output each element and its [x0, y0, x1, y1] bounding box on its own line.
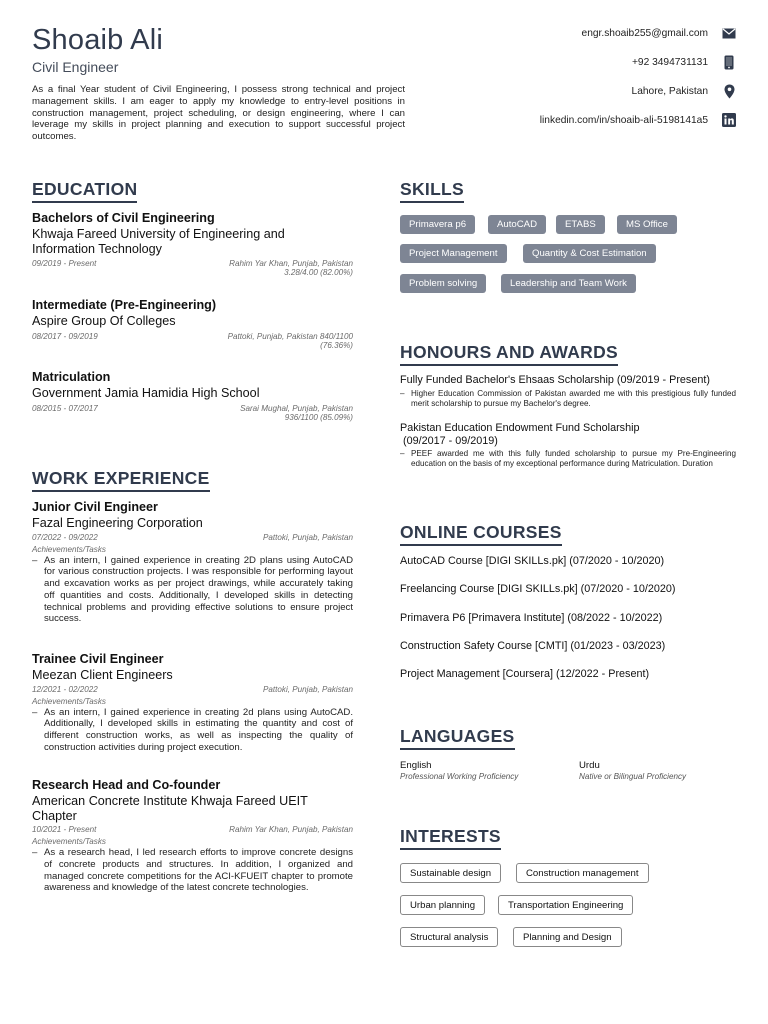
education-entry — [32, 370, 353, 422]
education-section — [32, 179, 137, 203]
work-dates: 07/2022 - 09/2022 — [32, 532, 98, 542]
work-description — [32, 847, 353, 894]
award-description-text: PEEF awarded me with this fully funded scholarship to pursue my Pre-Engineering education on the basis of my exceptional performance during Matriculation. Duration — [411, 449, 736, 469]
awards-heading: HONOURS AND AWARDS — [400, 342, 618, 366]
work-place: Pattoki, Punjab, Pakistan — [263, 532, 353, 542]
work-entry — [32, 652, 353, 754]
course-item: Primavera P6 [Primavera Institute] (08/2022 - 10/2022) — [400, 612, 663, 624]
interest-tag: Structural analysis — [400, 927, 498, 947]
work-description-text: As a research head, I led research efforts to improve concrete designs of concrete products and structures. In addition, I organized and managed concrete competitions for the ACI-KFUEIT chapter to promote awareness and knowledge of the latest concrete technologies. — [44, 847, 353, 894]
interest-tag: Urban planning — [400, 895, 485, 915]
candidate-name: Shoaib Ali — [32, 24, 163, 56]
work-section — [32, 468, 210, 492]
education-place-text: Sarai Mughal, Punjab, Pakistan — [240, 403, 353, 413]
language-name: English — [400, 760, 432, 771]
award-description — [400, 449, 736, 469]
bullet-dash: – — [32, 554, 38, 566]
work-position: Junior Civil Engineer — [32, 500, 158, 514]
education-degree: Matriculation — [32, 370, 111, 384]
skill-tag: Leadership and Team Work — [501, 274, 636, 293]
envelope-icon — [722, 26, 736, 40]
education-heading: EDUCATION — [32, 179, 137, 203]
phone-icon — [722, 55, 736, 69]
award-entry — [400, 374, 736, 409]
languages-heading: LANGUAGES — [400, 726, 515, 750]
courses-heading: ONLINE COURSES — [400, 522, 562, 546]
work-position: Research Head and Co-founder — [32, 778, 221, 792]
tasks-label: Achievements/Tasks — [32, 544, 106, 554]
contact-linkedin[interactable] — [540, 113, 736, 127]
education-grade: 936/1100 (85.09%) — [284, 412, 353, 422]
work-entry — [32, 778, 353, 894]
education-entry — [32, 211, 353, 277]
language-level: Native or Bilingual Proficiency — [579, 772, 687, 781]
skill-tag: Project Management — [400, 244, 507, 263]
work-description — [32, 555, 353, 626]
interest-tag: Transportation Engineering — [498, 895, 633, 915]
work-description-text: As an intern, I gained experience in creating 2d plans using AutoCAD. Additionally, I developed skills in estimating the quantity and cost of different construction works, as well as inspecting the quality of construction activities during project execution. — [44, 706, 353, 753]
courses-section — [400, 522, 562, 546]
contact-email[interactable] — [582, 26, 736, 40]
bullet-dash: – — [400, 449, 405, 458]
phone-text[interactable]: +92 3494731131 — [631, 56, 708, 68]
interest-tag: Planning and Design — [513, 927, 622, 947]
work-company: Meezan Client Engineers — [32, 668, 173, 682]
award-description-text: Higher Education Commission of Pakistan awarded me with this prestigious fully funded merit scholarship to pursue my Bachelor's degree. — [411, 388, 736, 408]
interest-tag: Sustainable design — [400, 863, 501, 883]
bullet-dash: – — [32, 847, 38, 858]
award-title: Pakistan Education Endowment Fund Scholarship — [400, 422, 640, 434]
education-place-text: Rahim Yar Khan, Punjab, Pakistan — [229, 259, 353, 268]
email-text[interactable]: engr.shoaib255@gmail.com — [581, 27, 708, 39]
languages-section — [400, 726, 515, 750]
course-item: Freelancing Course [DIGI SKILLs.pk] (07/2020 - 10/2020) — [400, 583, 676, 595]
language-item — [400, 760, 518, 781]
education-dates: 09/2019 - Present — [32, 259, 97, 268]
education-grade: 3.28/4.00 (82.00%) — [284, 268, 353, 277]
candidate-role: Civil Engineer — [32, 59, 119, 75]
skills-heading: SKILLS — [400, 179, 464, 203]
education-dates: 08/2015 - 07/2017 — [32, 403, 98, 413]
skill-tag: ETABS — [556, 215, 605, 234]
skill-tag: AutoCAD — [488, 215, 546, 234]
education-place-text: Pattoki, Punjab, Pakistan 840/1100 — [227, 331, 353, 341]
work-place: Rahim Yar Khan, Punjab, Pakistan — [229, 825, 353, 834]
work-place: Pattoki, Punjab, Pakistan — [263, 684, 353, 694]
interests-heading: INTERESTS — [400, 826, 501, 850]
contact-phone[interactable] — [632, 55, 736, 69]
education-entry — [32, 298, 353, 350]
language-item — [579, 760, 686, 781]
language-level: Professional Working Proficiency — [400, 772, 519, 781]
education-place — [240, 404, 353, 422]
interest-tag: Construction management — [516, 863, 649, 883]
education-school: Khwaja Fareed University of Engineering and Information Technology — [32, 227, 285, 256]
work-description — [32, 707, 353, 754]
course-item: Construction Safety Course [CMTI] (01/2023 - 03/2023) — [400, 640, 666, 652]
skill-tag: Quantity & Cost Estimation — [523, 244, 656, 263]
work-company: American Concrete Institute Khwaja Fareed UEIT Chapter — [32, 794, 308, 823]
course-item: AutoCAD Course [DIGI SKILLs.pk] (07/2020 - 10/2020) — [400, 555, 665, 567]
education-school: Government Jamia Hamidia High School — [32, 386, 260, 400]
linkedin-icon — [722, 113, 736, 127]
work-heading: WORK EXPERIENCE — [32, 468, 210, 492]
education-grade: (76.36%) — [320, 340, 353, 350]
profile-summary: As a final Year student of Civil Engineering, I possess strong technical and project management skills. I am eager to apply my knowledge to entry-level positions in construction management, project scheduling, or design engineering, where I can leverage my skills in project planning and execution to support successful project outcomes. — [32, 84, 405, 143]
skill-tag: Primavera p6 — [400, 215, 475, 234]
skill-tag: Problem solving — [400, 274, 486, 293]
tasks-label: Achievements/Tasks — [32, 696, 106, 706]
tasks-label: Achievements/Tasks — [32, 837, 106, 846]
language-name: Urdu — [579, 760, 600, 771]
education-school: Aspire Group Of Colleges — [32, 314, 176, 328]
awards-section — [400, 342, 618, 366]
education-place — [228, 332, 353, 350]
education-place — [229, 259, 353, 277]
skills-section — [400, 179, 464, 203]
education-dates: 08/2017 - 09/2019 — [32, 331, 98, 341]
award-description — [400, 389, 736, 409]
work-description-text: As an intern, I gained experience in creating 2D plans using AutoCAD for various construction projects. I was responsible for performing layout and excavation works as per project drawings, while accurately taking off quantities and costs. Additionally, I developed skills in detecting technical problems and providing effective solutions to ensure project success. — [44, 554, 353, 625]
course-item: Project Management [Coursera] (12/2022 - Present) — [400, 668, 650, 680]
bullet-dash: – — [400, 388, 405, 398]
interests-section — [400, 826, 501, 850]
award-title: Fully Funded Bachelor's Ehsaas Scholarship (09/2019 - Present) — [400, 374, 710, 386]
work-dates: 12/2021 - 02/2022 — [32, 684, 98, 694]
location-pin-icon — [722, 84, 736, 98]
bullet-dash: – — [32, 706, 38, 718]
contact-location — [632, 84, 736, 98]
award-entry — [400, 422, 736, 469]
location-text: Lahore, Pakistan — [631, 85, 708, 97]
work-position: Trainee Civil Engineer — [32, 652, 164, 666]
work-entry — [32, 500, 353, 625]
skill-tag: MS Office — [617, 215, 677, 234]
education-degree: Intermediate (Pre-Engineering) — [32, 298, 217, 312]
work-dates: 10/2021 - Present — [32, 825, 97, 834]
education-degree: Bachelors of Civil Engineering — [32, 211, 215, 225]
award-duration: (09/2017 - 09/2019) — [403, 434, 498, 447]
work-company: Fazal Engineering Corporation — [32, 516, 203, 530]
linkedin-text[interactable]: linkedin.com/in/shoaib-ali-5198141a5 — [539, 114, 708, 126]
